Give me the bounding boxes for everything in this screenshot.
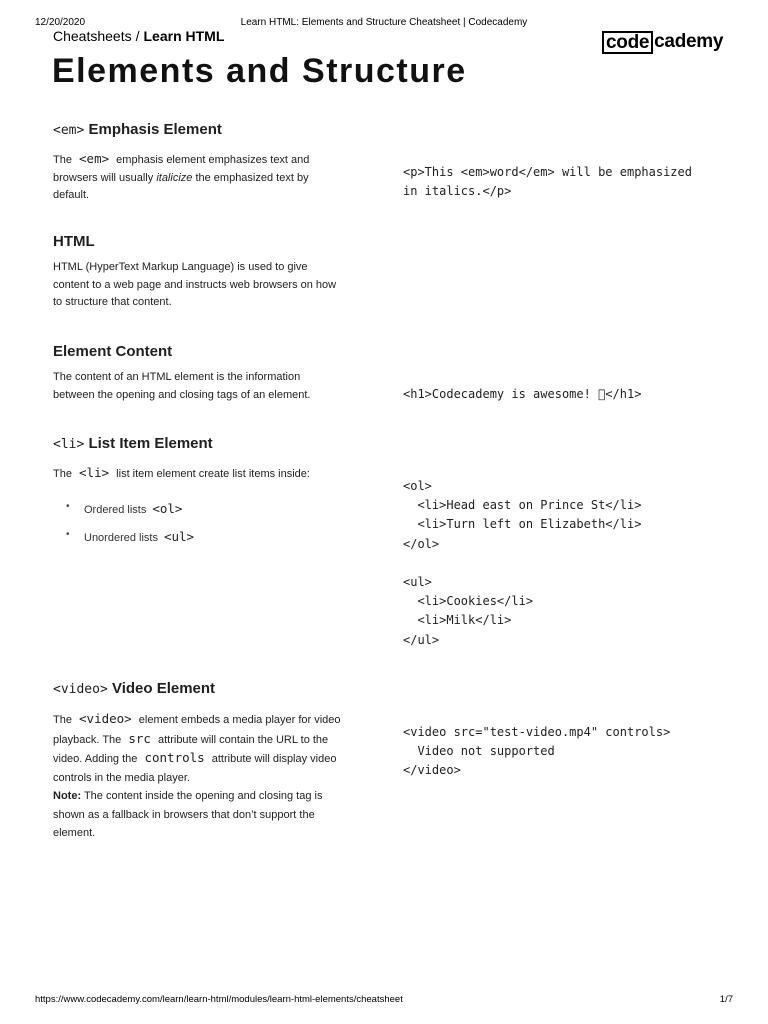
list-item [53,528,194,556]
inline-code: controls [144,750,205,765]
section-title-element-content: Element Content [53,343,173,360]
logo-boxed-text: code [602,31,653,54]
text-segment: The [53,154,76,166]
list-item-label: Ordered lists [84,504,147,516]
logo-rest-text: cademy [654,31,724,52]
inline-code: <em> [79,151,110,166]
breadcrumb-current[interactable]: Learn HTML [143,28,225,44]
title-text: List Item Element [84,435,213,452]
text-segment: attribute will contain the URL to the video. Adding the [53,733,329,765]
text-segment: emphasis element emphasizes text and browsers will usually [53,154,310,184]
text-segment: list item element create list items inside: [113,468,310,480]
section-title-li [53,435,213,452]
list-item-label: Unordered lists [84,532,158,544]
text-segment: attribute will display video controls in the media player. [53,753,337,784]
code-example-element-content: <h1>Codecademy is awesome! ￿</h1> [403,387,642,401]
section-title-video [53,680,215,697]
title-code: <li> [53,437,85,452]
breadcrumb [53,28,224,44]
title-code: <em> [53,123,85,138]
inline-code: <li> [79,465,110,480]
breadcrumb-parent-link[interactable]: Cheatsheets [53,28,132,44]
section-body-li [53,464,353,484]
section-body-html: HTML (HyperText Markup Language) is used to give content to a web page and instructs web browsers on how to structure that content. [53,261,337,308]
page-number: 1/7 [719,994,733,1005]
note-label: Note: [53,790,82,802]
inline-code: <video> [79,711,132,726]
print-title: Learn HTML: Elements and Structure Cheatsheet | Codecademy [240,17,528,28]
print-date: 12/20/2020 [35,17,86,28]
title-code: <video> [53,682,108,697]
section-title-em [53,121,222,138]
title-text: Video Element [107,680,216,697]
section-body-video [53,710,343,843]
inline-code: <ul> [163,529,195,544]
text-segment: the emphasized text by default. [53,171,309,201]
footer-url: https://www.codecademy.com/learn/learn-html/modules/learn-html-elements/cheatsheet [35,994,403,1005]
page-title: Elements and Structure [52,52,467,90]
section-title-html: HTML [53,233,95,250]
list-item [53,500,194,528]
breadcrumb-separator: / [135,28,140,44]
text-segment: The [53,714,76,726]
code-example-em: <p>This <em>word</em> will be emphasized in italics.</p> [403,165,692,199]
note-text: The content inside the opening and closing tag is shown as a fallback in browsers that don’t support the element. [53,790,323,839]
section-body-element-content: The content of an HTML element is the information between the opening and closing tags of an element. [53,371,311,401]
title-text: Emphasis Element [84,121,222,138]
italic-text: italicize [156,171,193,184]
code-example-video: <video src="test-video.mp4" controls> Video not supported </video> [403,725,671,778]
text-segment: The [53,468,76,480]
codecademy-logo[interactable] [602,30,723,54]
inline-code: src [128,730,151,746]
li-bullet-list [53,500,194,556]
text-segment: element embeds a media player for video playback. The [53,714,341,746]
inline-code: <ol> [152,501,183,516]
code-example-li: <ol> <li>Head east on Prince St</li> <li>Turn left on Elizabeth</li> </ol> <ul> <li>Cookies</li> <li>Milk</li> </ul> [403,479,642,647]
section-body-em [53,150,338,205]
